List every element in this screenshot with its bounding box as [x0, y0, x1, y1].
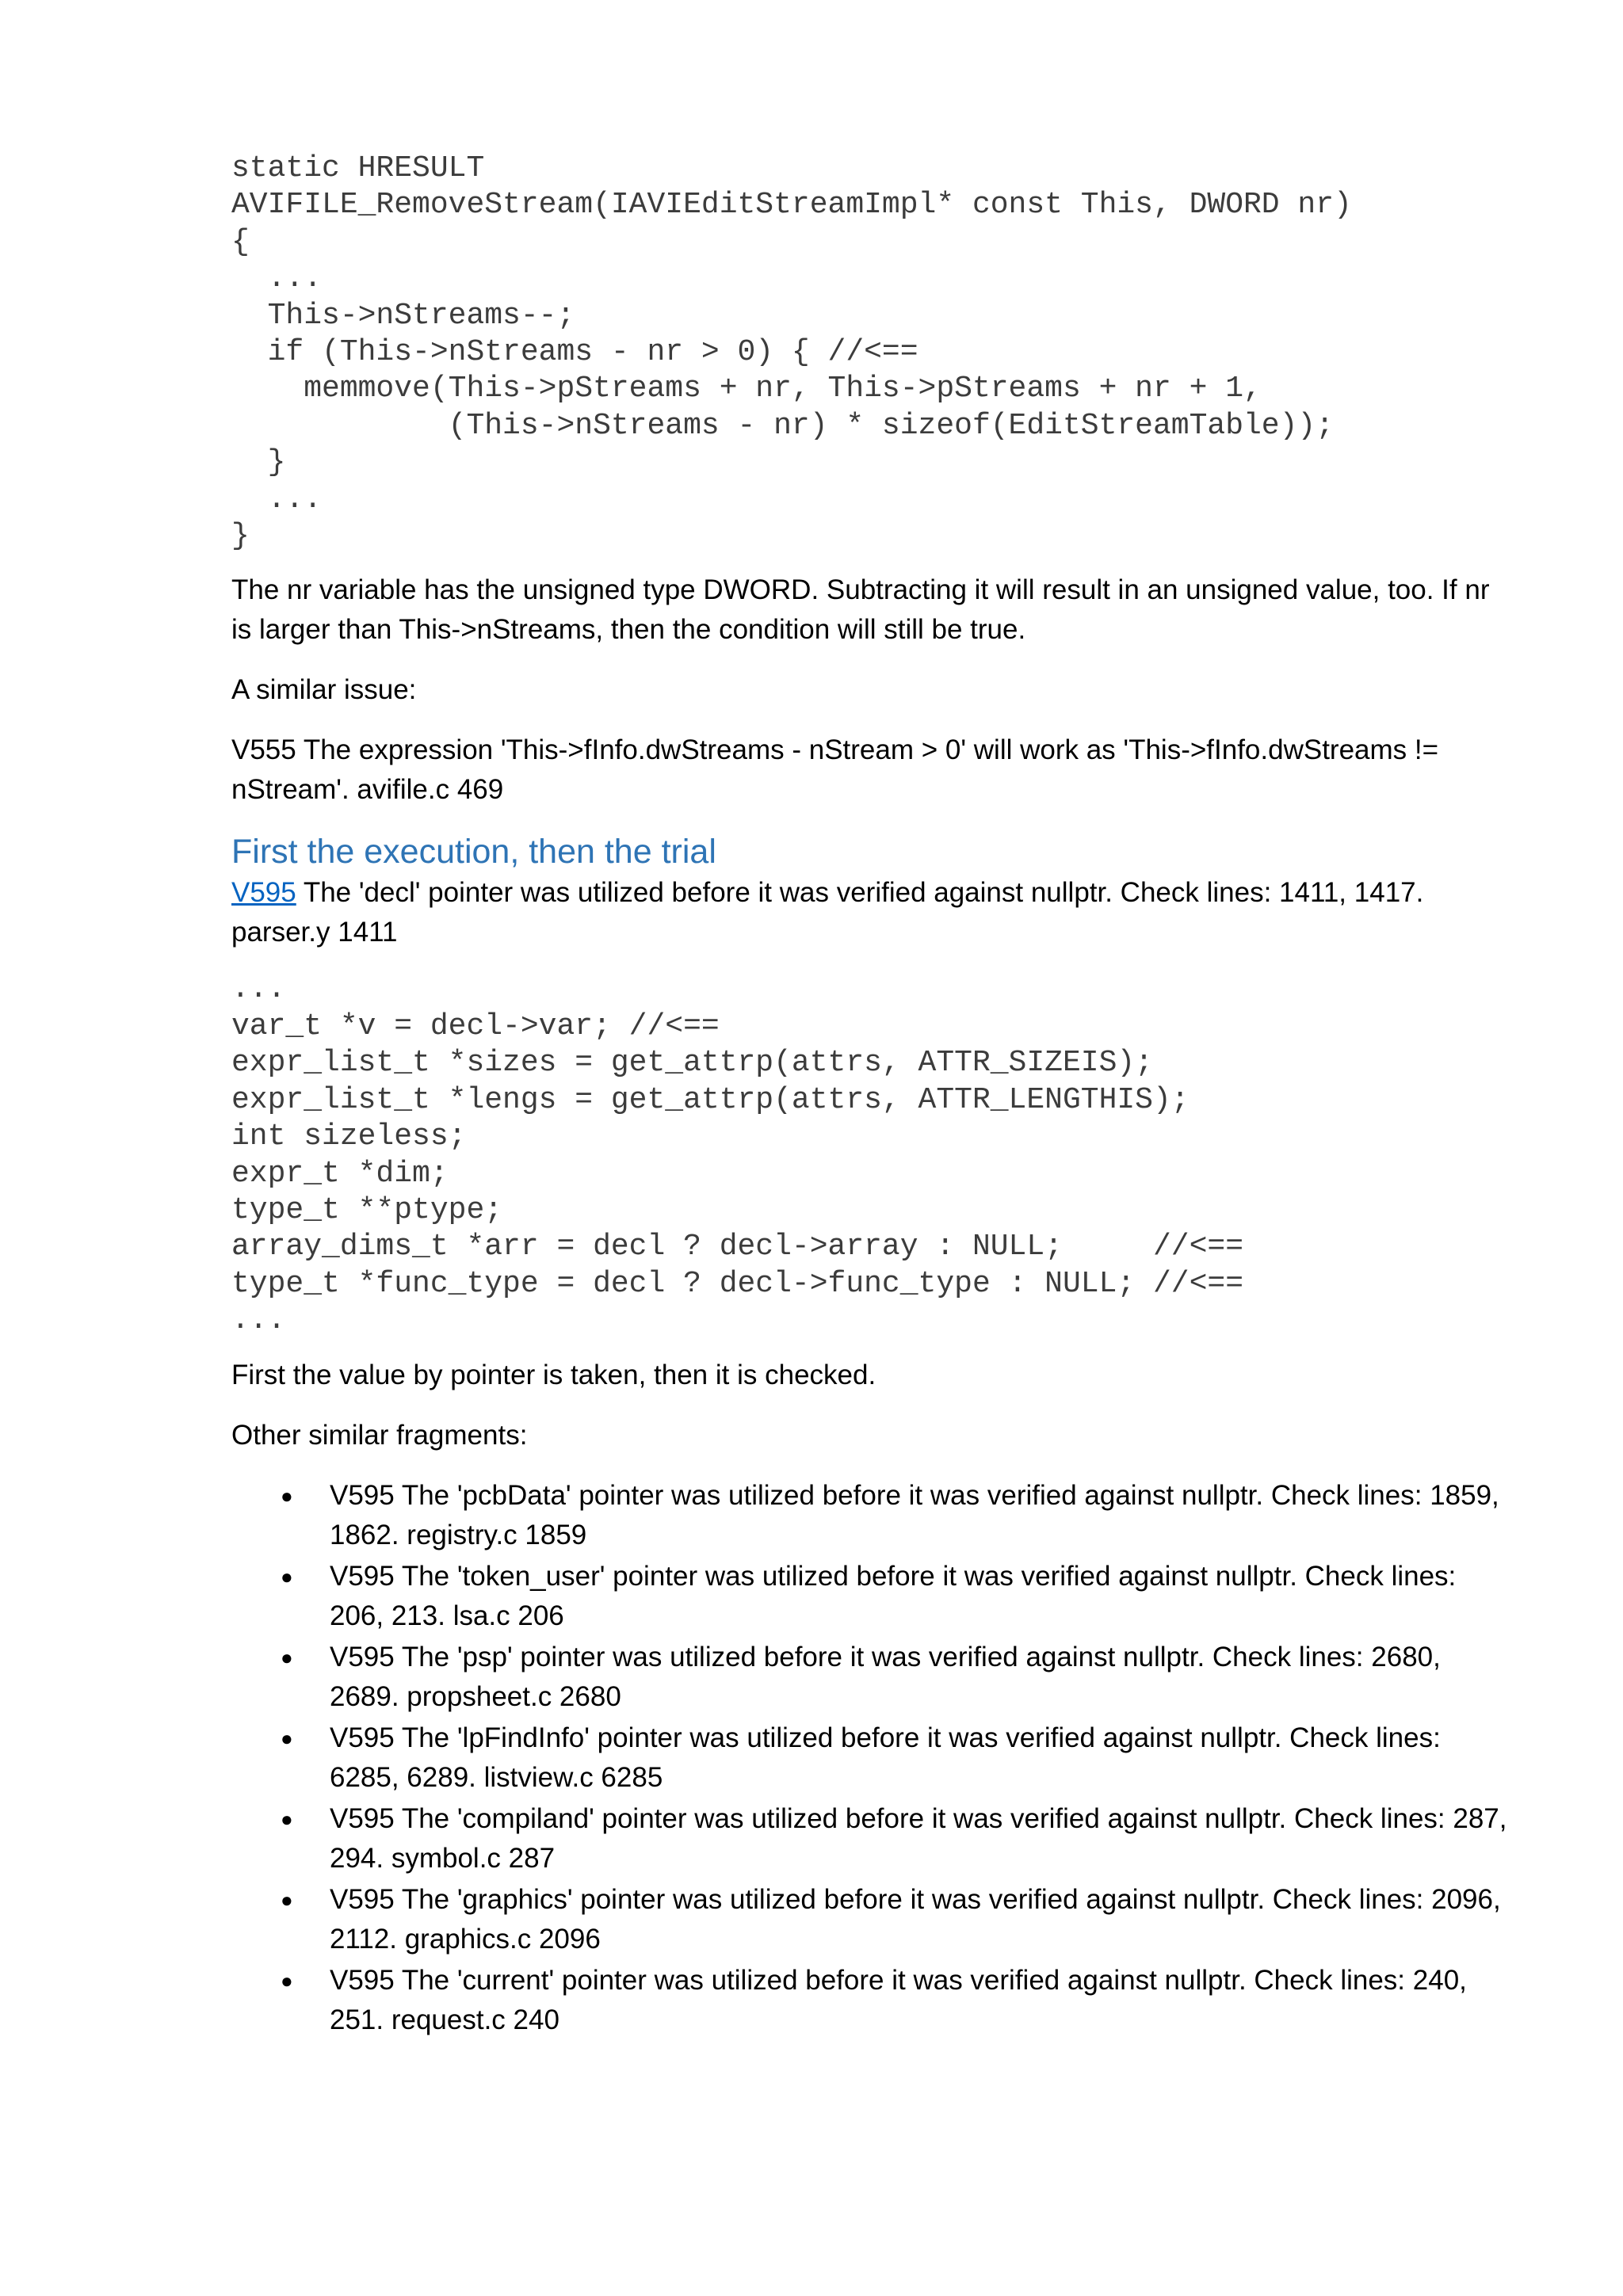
code-line: var_t *v = decl->var; //<== [231, 1009, 720, 1043]
v595-link[interactable]: V595 [231, 877, 296, 909]
paragraph-similar-issue: A similar issue: [231, 674, 417, 706]
list-item-text: V595 The 'pcbData' pointer was utilized before it was verified against nullptr. Check lines: 1859, 1862. registry.c 1859 [330, 1479, 1499, 1550]
code-block-parser [231, 971, 1515, 1339]
bullet-icon: ● [281, 1483, 293, 1508]
paragraph-other-fragments: Other similar fragments: [231, 1419, 528, 1451]
code-line: AVIFILE_RemoveStream(IAVIEditStreamImpl* const This, DWORD nr) [231, 188, 1352, 223]
list-item [231, 1718, 1515, 1798]
code-line: type_t *func_type = decl ? decl->func_type : NULL; //<== [231, 1266, 1244, 1301]
bullet-icon: ● [281, 1887, 293, 1912]
list-item [231, 1880, 1515, 1959]
v595-warning-text: The 'decl' pointer was utilized before it was verified against nullptr. Check lines: 1411, 1417. parser.y 1411 [231, 877, 1424, 948]
code-block-remove-stream [231, 151, 1515, 555]
paragraph-unsigned-explanation: The nr variable has the unsigned type DWORD. Subtracting it will result in an unsigned value, too. If nr is larger than This->nStreams, then the condition will still be true. [231, 574, 1490, 646]
bullet-icon: ● [281, 1806, 293, 1831]
bullet-icon: ● [281, 1726, 293, 1750]
list-item-text: V595 The 'psp' pointer was utilized before it was verified against nullptr. Check lines: 2680, 2689. propsheet.c 2680 [330, 1641, 1441, 1712]
code-line: } [231, 445, 286, 480]
code-line: ... [231, 261, 323, 296]
section-heading: First the execution, then the trial [231, 833, 716, 871]
fragment-list [231, 1476, 1515, 2040]
list-item [231, 1476, 1515, 1555]
code-line: type_t **ptype; [231, 1192, 503, 1227]
code-line: expr_t *dim; [231, 1156, 449, 1191]
paragraph-v555-warning: V555 The expression 'This->fInfo.dwStreams - nStream > 0' will work as 'This->fInfo.dwStreams != nStream'. avifile.c 469 [231, 734, 1439, 806]
code-line: ... [231, 1303, 286, 1338]
list-item [231, 1557, 1515, 1636]
code-line: if (This->nStreams - nr > 0) { //<== [231, 335, 918, 370]
bullet-icon: ● [281, 1645, 293, 1669]
code-line: memmove(This->pStreams + nr, This->pStreams + nr + 1, [231, 372, 1262, 406]
code-line: ... [231, 482, 323, 517]
code-line: int sizeless; [231, 1119, 467, 1154]
code-line: expr_list_t *lengs = get_attrp(attrs, ATTR_LENGTHIS); [231, 1082, 1190, 1117]
list-item-text: V595 The 'graphics' pointer was utilized before it was verified against nullptr. Check lines: 2096, 2112. graphics.c 2096 [330, 1883, 1501, 1955]
list-item [231, 1799, 1515, 1878]
code-line: This->nStreams--; [231, 298, 575, 333]
paragraph-v595-warning [231, 873, 1515, 952]
list-item-text: V595 The 'lpFindInfo' pointer was utilized before it was verified against nullptr. Check lines: 6285, 6289. listview.c 6285 [330, 1722, 1441, 1793]
bullet-icon: ● [281, 1968, 293, 1993]
list-item [231, 1961, 1515, 2040]
code-line: expr_list_t *sizes = get_attrp(attrs, ATTR_SIZEIS); [231, 1046, 1153, 1081]
document-page [231, 151, 1515, 2042]
code-line: ... [231, 972, 286, 1007]
list-item-text: V595 The 'token_user' pointer was utilized before it was verified against nullptr. Check lines: 206, 213. lsa.c 206 [330, 1560, 1457, 1631]
list-item [231, 1638, 1515, 1717]
code-line: array_dims_t *arr = decl ? decl->array : NULL; //<== [231, 1230, 1244, 1264]
code-line: static HRESULT [231, 151, 485, 185]
list-item-text: V595 The 'current' pointer was utilized before it was verified against nullptr. Check lines: 240, 251. request.c 240 [330, 1964, 1467, 2035]
code-line: } [231, 519, 250, 554]
code-line: { [231, 224, 250, 259]
paragraph-pointer-checked: First the value by pointer is taken, then it is checked. [231, 1359, 876, 1390]
bullet-icon: ● [281, 1564, 293, 1589]
list-item-text: V595 The 'compiland' pointer was utilized before it was verified against nullptr. Check lines: 287, 294. symbol.c 287 [330, 1802, 1507, 1874]
code-line: (This->nStreams - nr) * sizeof(EditStreamTable)); [231, 408, 1335, 443]
